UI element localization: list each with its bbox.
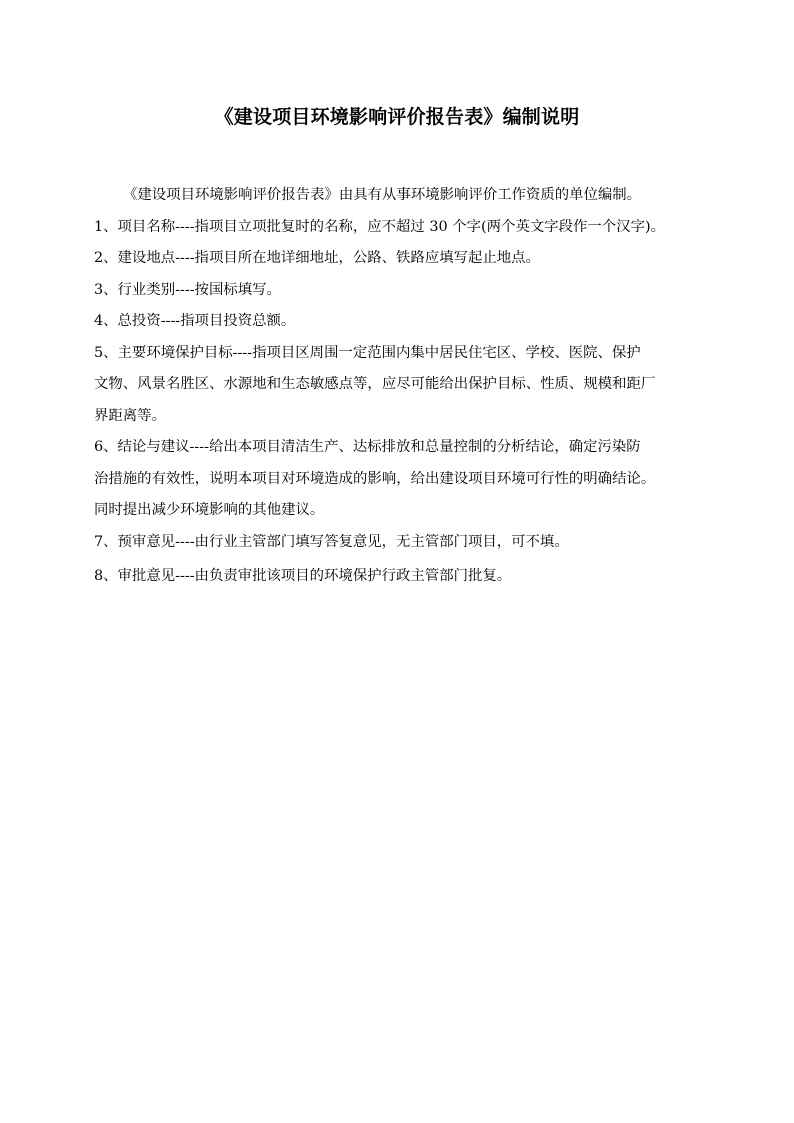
- item-2-line-1: 2、建设地点----指项目所在地详细地址，公路、铁路应填写起止地点。: [94, 250, 540, 266]
- item-3-line-1: 3、行业类别----按国标填写。: [94, 281, 281, 298]
- item-4-line-1: 4、总投资----指项目投资总额。: [94, 313, 296, 329]
- item-8-line-1: 8、审批意见----由负责审批该项目的环境保护行政主管部门批复。: [94, 568, 512, 584]
- document-title: 《建设项目环境影响评价报告表》编制说明: [214, 106, 580, 128]
- item-7-line-1: 7、预审意见----由行业主管部门填写答复意见，无主管部门项目，可不填。: [94, 533, 569, 550]
- intro-paragraph: 《建设项目环境影响评价报告表》由具有从事环境影响评价工作资质的单位编制。: [123, 187, 642, 203]
- item-6-line-1: 6、结论与建议----给出本项目清洁生产、达标排放和总量控制的分析结论，确定污染防: [94, 439, 641, 455]
- item-1-line-1: 1、项目名称----指项目立项批复时的名称，应不超过 30 个字(两个英文字段作一个汉字)。: [94, 218, 665, 235]
- item-5-line-1: 5、主要环境保护目标----指项目区周围一定范围内集中居民住宅区、学校、医院、保护: [94, 344, 641, 361]
- document-body: [94, 180, 754, 593]
- item-6-line-2: 治措施的有效性，说明本项目对环境造成的影响，给出建设项目环境可行性的明确结论。: [94, 470, 656, 487]
- item-5-line-2: 文物、风景名胜区、水源地和生态敏感点等，应尽可能给出保护目标、性质、规模和距厂: [94, 376, 656, 392]
- item-6-line-3: 同时提出减少环境影响的其他建议。: [94, 502, 325, 518]
- item-5-line-3: 界距离等。: [94, 407, 166, 424]
